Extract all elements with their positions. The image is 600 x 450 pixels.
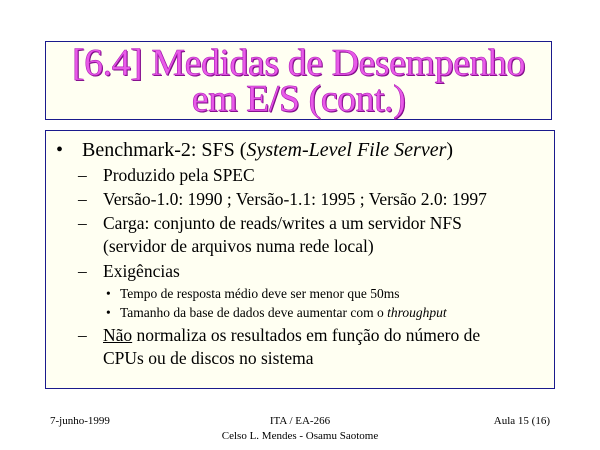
benchmark-suffix: ) (446, 139, 454, 161)
footer-lecture: Aula 15 (16) (493, 415, 550, 427)
bullet-dash: – (78, 165, 87, 185)
sub-item-normaliza (78, 324, 480, 346)
slide-title-line-2: em E/S (cont.) (191, 78, 406, 120)
bullet-dot: • (56, 139, 64, 161)
slide-title-line-1: [6.4] Medidas de Desempenho (72, 42, 525, 84)
sub-item-exigencias (78, 260, 180, 282)
title-box (45, 41, 552, 120)
footer-course: ITA / EA-266 (269, 415, 331, 427)
sub-item-normaliza-continuation: CPUs ou de discos no sistema (103, 348, 314, 368)
sub-item-text: normaliza os resultados em função do número de (132, 325, 481, 345)
sub-sub-item-tamanho (106, 304, 447, 321)
bullet-dash: – (78, 213, 87, 233)
sub-sub-item-text: Tamanho da base de dados deve aumentar com o (120, 305, 388, 320)
sub-item-versoes (78, 188, 487, 210)
bullet-dash: – (78, 325, 87, 345)
bullet-dot-small: • (106, 305, 111, 320)
bullet-benchmark-2 (56, 138, 453, 162)
nao-underlined: Não (103, 325, 133, 345)
throughput-italic: throughput (387, 305, 447, 320)
sub-sub-item-tempo (106, 285, 399, 302)
bullet-dash: – (78, 261, 87, 281)
sub-item-text: Produzido pela SPEC (103, 165, 255, 185)
sub-item-carga (78, 212, 462, 234)
sub-item-text: Versão-1.0: 1990 ; Versão-1.1: 1995 ; Versão 2.0: 1997 (103, 189, 487, 209)
sub-item-carga-continuation: (servidor de arquivos numa rede local) (103, 236, 374, 256)
sub-item-text: Exigências (103, 261, 180, 281)
content-box (45, 130, 555, 389)
bullet-dot-small: • (106, 286, 111, 301)
sub-item-produzido (78, 164, 255, 186)
benchmark-label: Benchmark-2: SFS ( (82, 139, 247, 161)
sub-sub-item-text: Tempo de resposta médio deve ser menor que 50ms (120, 286, 400, 301)
sub-item-text: Carga: conjunto de reads/writes a um servidor NFS (103, 213, 462, 233)
bullet-dash: – (78, 189, 87, 209)
footer-authors: Celso L. Mendes - Osamu Saotome (221, 430, 379, 442)
footer-date: 7-junho-1999 (50, 415, 110, 427)
benchmark-italic: System-Level File Server (246, 139, 447, 161)
